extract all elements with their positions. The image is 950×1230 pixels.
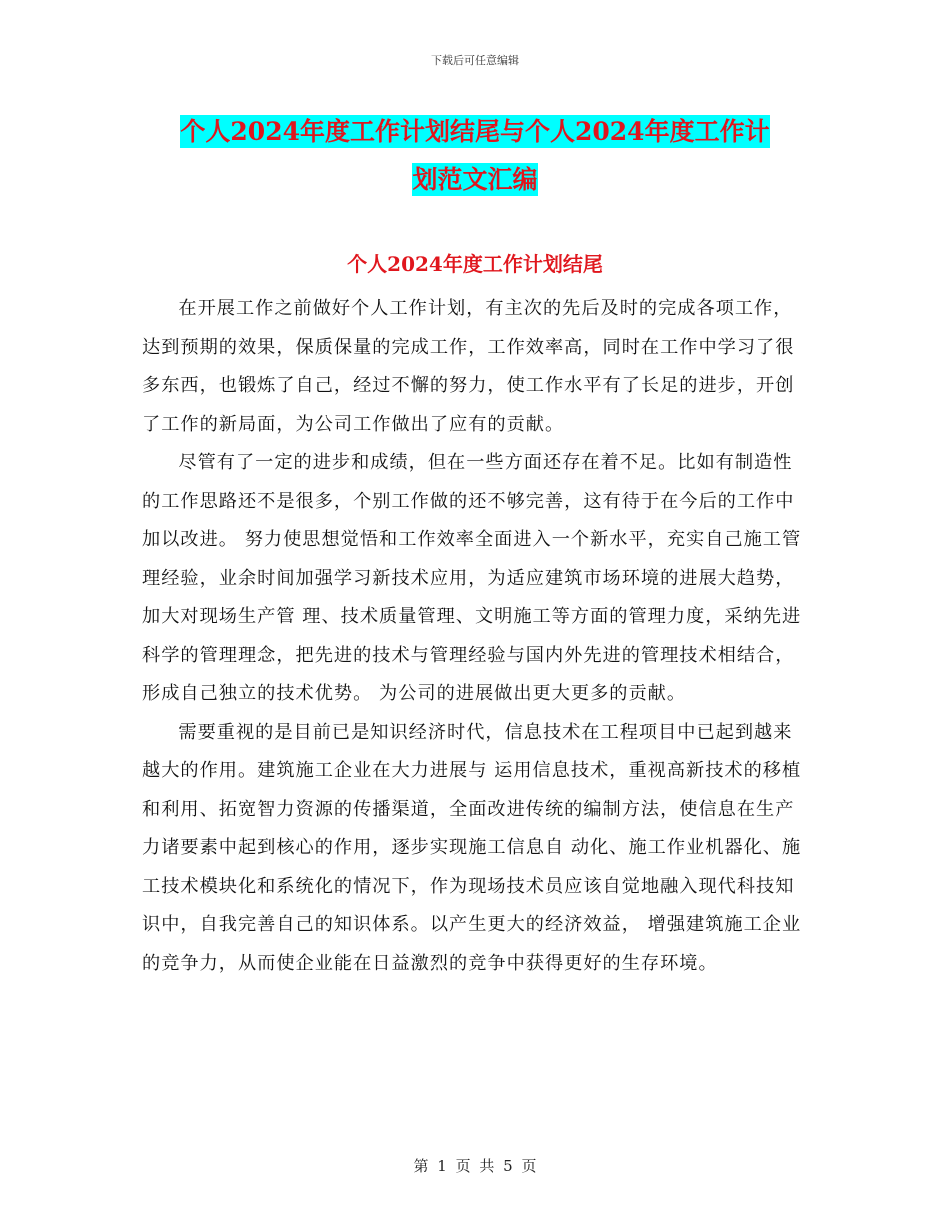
paragraph: 在开展工作之前做好个人工作计划，有主次的先后及时的完成各项工作，达到预期的效果，保质保量的完成工作，工作效率高，同时在工作中学习了很多东西，也锻炼了自己，经过不懈的努力，使工作水平有了长足的进步，开创了工作的新局面，为公司工作做出了应有的贡献。 xyxy=(142,298,795,435)
page-number-footer: 第 1 页 共 5 页 xyxy=(413,1157,537,1175)
document-title-line-2: 划范文汇编 xyxy=(412,165,538,194)
document-body xyxy=(142,290,810,983)
paragraph: 需要重视的是目前已是知识经济时代，信息技术在工程项目中已起到越来越大的作用。建筑施工企业在大力进展与 运用信息技术，重视高新技术的移植和利用、拓宽智力资源的传播渠道，全面改进传统的编制方法，使信息在生产力诸要素中起到核心的作用，逐步实现施工信息自 动化、施工作业机器化、施工技术模块化和系统化的情况下，作为现场技术员应该自觉地融入现代科技知识中，自我完善自己的知识体系。以产生更大的经济效益， 增强建筑施工企业的竞争力，从而使企业能在日益激烈的竞争中获得更好的生存环境。 xyxy=(142,721,802,974)
section-heading: 个人2024年度工作计划结尾 xyxy=(347,252,603,276)
paragraph: 尽管有了一定的进步和成绩，但在一些方面还存在着不足。比如有制造性的工作思路还不是很多，个别工作做的还不够完善，这有待于在今后的工作中加以改进。 努力使思想觉悟和工作效率全面进入一个新水平，充实自己施工管理经验，业余时间加强学习新技术应用，为适应建筑市场环境的进展大趋势，加大对现场生产管 理、技术质量管理、文明施工等方面的管理力度，采纳先进科学的管理理念，把先进的技术与管理经验与国内外先进的管理技术相结合，形成自己独立的技术优势。 为公司的进展做出更大更多的贡献。 xyxy=(142,452,802,704)
document-title-line-1: 个人2024年度工作计划结尾与个人2024年度工作计 xyxy=(180,117,770,146)
document-title xyxy=(130,108,820,204)
page-header-note: 下载后可任意编辑 xyxy=(431,54,519,67)
